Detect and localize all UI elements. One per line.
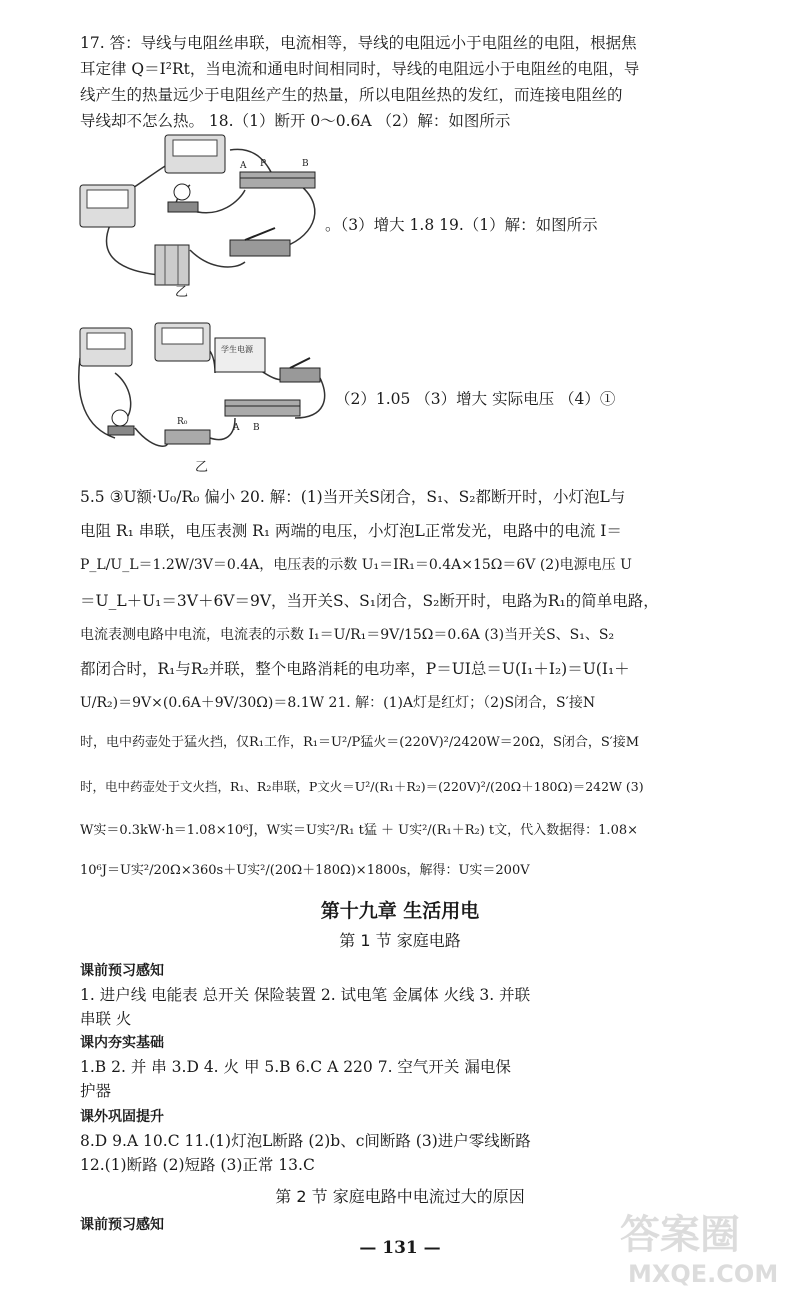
r0-label: R₀	[177, 417, 188, 427]
text-line: 导线却不怎么热。 18.（1）断开 0～0.6A （2）解：如图所示	[80, 112, 511, 130]
chapter-title: 第十九章 生活用电	[320, 900, 480, 922]
text-line: 护器	[80, 1082, 112, 1100]
text-line: 1. 进户线 电能表 总开关 保险装置 2. 试电笔 金属体 火线 3. 并联	[80, 986, 531, 1004]
svg-text:A: A	[233, 423, 240, 433]
section-title: 第 1 节 家庭电路	[339, 931, 461, 950]
text-line: 17. 答：导线与电阻丝串联，电流相等，导线的电阻远小于电阻丝的电阻，根据焦	[80, 34, 637, 52]
text-line: 都闭合时，R₁与R₂并联，整个电路消耗的电功率，P＝UI总＝U(I₁＋I₂)＝U(I₁＋	[80, 660, 630, 678]
text-line: P_L/U_L＝1.2W/3V＝0.4A，电压表的示数 U₁＝IR₁＝0.4A×15Ω＝6V (2)电源电压 U	[80, 557, 632, 573]
figure-label: 乙	[195, 460, 209, 475]
svg-text:A: A	[240, 161, 247, 171]
page-number: — 131 —	[359, 1238, 441, 1258]
text-line: 。（3）增大 1.8 19.（1）解：如图所示	[325, 216, 598, 234]
circuit-figure-1	[70, 130, 330, 290]
text-line: 8.D 9.A 10.C 11.(1)灯泡L断路 (2)b、c间断路 (3)进户零线断路	[80, 1132, 531, 1150]
text-line: 12.(1)断路 (2)短路 (3)正常 13.C	[80, 1156, 315, 1174]
text-line: W实＝0.3kW·h＝1.08×10⁶J，W实＝U实²/R₁ t猛 ＋ U实²/(R₁＋R₂) t文，代入数据得：1.08×	[80, 823, 638, 838]
text-line: 5.5 ③U额·U₀/R₀ 偏小 20. 解：(1)当开关S闭合，S₁、S₂都断开时，小灯泡L与	[80, 488, 626, 506]
text-line: U/R₂)＝9V×(0.6A＋9V/30Ω)＝8.1W 21. 解：(1)A灯是红灯；（2)S闭合，S′接N	[80, 695, 596, 711]
text-line: ＝U_L＋U₁＝3V＋6V＝9V，当开关S、S₁闭合，S₂断开时，电路为R₁的简单电路，	[80, 592, 659, 610]
block-heading: 课外巩固提升	[80, 1109, 164, 1125]
figure-label: 乙	[175, 285, 189, 300]
svg-text:答案圈: 答案圈	[620, 1212, 740, 1258]
text-line: 时，电中药壶处于猛火挡，仅R₁工作，R₁＝U²/P猛火＝(220V)²/2420W＝20Ω，S闭合，S′接M	[80, 735, 640, 750]
text-line: 耳定律 Q＝I²Rt，当电流和通电时间相同时，导线的电阻远小于电阻丝的电阻，导	[80, 60, 640, 78]
svg-text:B: B	[253, 423, 260, 433]
text-line: 线产生的热量远少于电阻丝产生的热量，所以电阻丝热的发红，而连接电阻丝的	[80, 86, 623, 104]
text-line: 时，电中药壶处于文火挡，R₁、R₂串联，P文火＝U²/(R₁＋R₂)＝(220V)²/(20Ω＋180Ω)＝242W (3)	[80, 779, 644, 794]
text-line: （2）1.05 （3）增大 实际电压 （4）①	[335, 390, 616, 408]
svg-text:MXQE.COM: MXQE.COM	[628, 1260, 779, 1288]
text-line: 10⁶J＝U实²/20Ω×360s＋U实²/(20Ω＋180Ω)×1800s，解得：U实＝200V	[80, 863, 530, 878]
block-heading: 课前预习感知	[80, 963, 164, 979]
text-line: 电流表测电路中电流，电流表的示数 I₁＝U/R₁＝9V/15Ω＝0.6A (3)当开关S、S₁、S₂	[80, 627, 615, 643]
section-title: 第 2 节 家庭电路中电流过大的原因	[275, 1187, 525, 1206]
text-line: 串联 火	[80, 1010, 132, 1028]
circuit-figure-2	[75, 318, 330, 458]
svg-text:P: P	[260, 159, 267, 169]
block-heading: 课前预习感知	[80, 1217, 164, 1233]
svg-text:B: B	[302, 159, 309, 169]
block-heading: 课内夯实基础	[80, 1035, 164, 1051]
text-line: 电阻 R₁ 串联，电压表测 R₁ 两端的电压，小灯泡L正常发光，电路中的电流 I＝	[80, 522, 622, 540]
watermark-logo	[610, 1200, 790, 1292]
text-line: 1.B 2. 并 串 3.D 4. 火 甲 5.B 6.C A 220 7. 空气开关 漏电保	[80, 1058, 511, 1076]
power-supply-label: 学生电源	[221, 345, 253, 354]
